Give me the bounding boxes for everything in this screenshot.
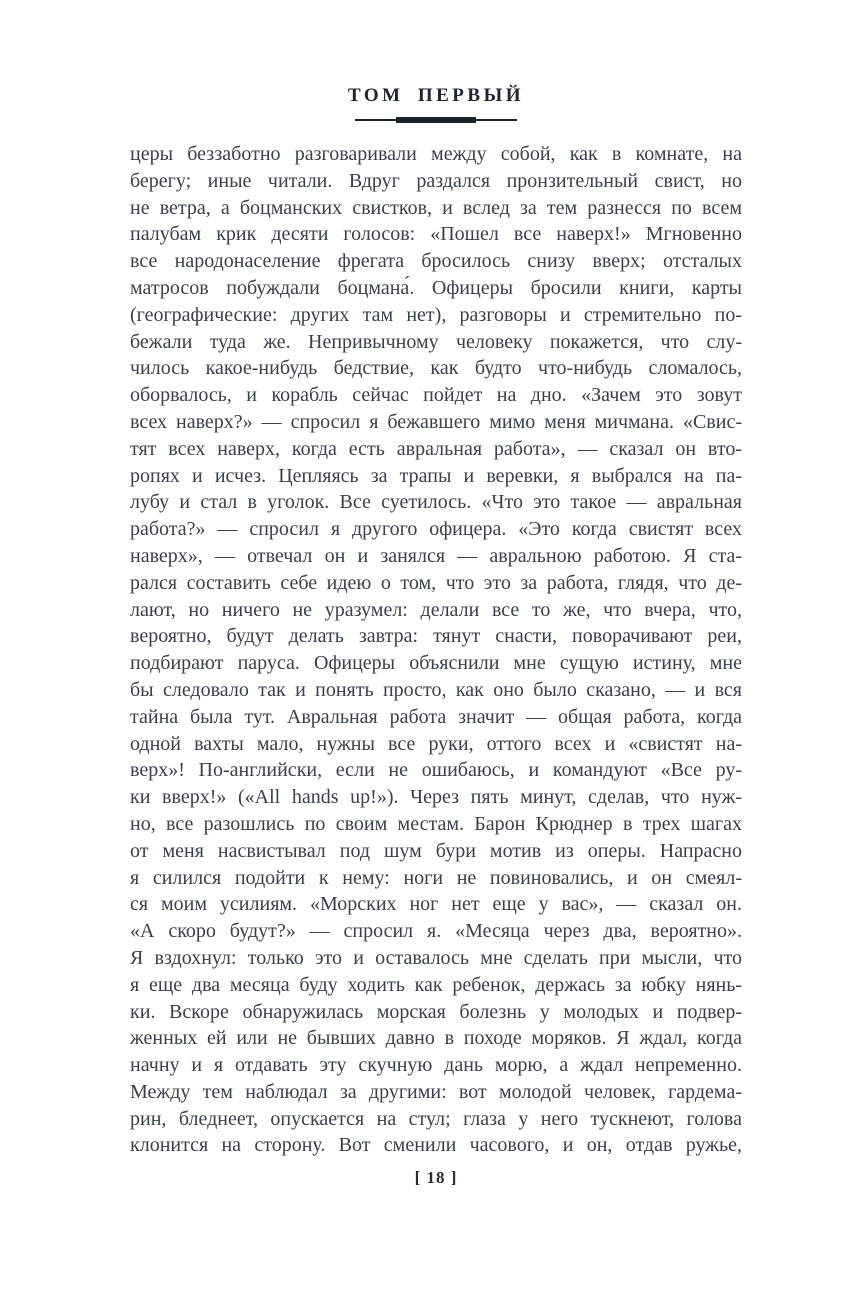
text-line: все народонаселение фрегата бросилось снизу вверх; отсталых (130, 250, 742, 273)
text-line: тят всех наверх, когда есть авральная работа», — сказал он вто- (130, 437, 742, 460)
text-line: вероятно, будут делать завтра: тянут снасти, поворачивают реи, (130, 625, 742, 648)
text-line: ки. Вскоре обнаружилась морская болезнь у молодых и подвер- (130, 1000, 742, 1023)
text-line: работа?» — спросил я другого офицера. «Это когда свистят всех (130, 518, 742, 541)
text-line: женных ей или не бывших давно в походе моряков. Я ждал, когда (130, 1027, 742, 1050)
text-line: церы беззаботно разговаривали между собой, как в комнате, на (130, 143, 742, 165)
text-line: «А скоро будут?» — спросил я. «Месяца через два, вероятно». (130, 920, 742, 943)
text-line: всех наверх?» — спросил я бежавшего мимо меня мичмана. «Свис- (130, 410, 742, 433)
text-line: оборвалось, и корабль сейчас пойдет на дно. «Зачем это зовут (130, 384, 742, 407)
volume-title: ТОМ ПЕРВЫЙ (347, 85, 525, 106)
text-line: лают, но ничего не уразумел: делали все то же, что вчера, что, (130, 598, 742, 621)
text-line: наверх», — отвечал он и занялся — авральною работою. Я ста- (130, 544, 742, 567)
text-line: подбирают паруса. Офицеры объяснили мне сущую истину, мне (130, 652, 742, 675)
text-line: клонится на сторону. Вот сменили часового, и он, отдав ружье, (130, 1134, 742, 1157)
text-line: тайна была тут. Авральная работа значит — общая работа, когда (130, 705, 742, 728)
text-line: матросов побуждали боцмана́. Офицеры бросили книги, карты (130, 276, 742, 299)
text-line: ропях и исчез. Цепляясь за трапы и веревки, я выбрался на па- (130, 464, 742, 487)
text-line: чилось какое-нибудь бедствие, как будто что-нибудь сломалось, (130, 357, 742, 380)
header-rule (130, 117, 742, 123)
text-line: бы следовало так и понять просто, как оно было сказано, — и вся (130, 678, 742, 701)
text-line: от меня насвистывал под шум бури мотив из оперы. Напрасно (130, 839, 742, 862)
header-rule-thick-bar (396, 117, 476, 123)
page-number: [ 18 ] (414, 1168, 458, 1187)
text-line: берегу; иные читали. Вдруг раздался пронзительный свист, но (130, 169, 742, 192)
text-line: ки вверх!» («All hands up!»). Через пять минут, сделав, что нуж- (130, 786, 742, 809)
text-line: (географические: других там нет), разговоры и стремительно по- (130, 303, 742, 326)
body-text (130, 141, 742, 1159)
text-line: одной вахты мало, нужны все руки, оттого всех и «свистят на- (130, 732, 742, 755)
text-line: начну и я отдавать эту скучную дань морю, а ждал непременно. (130, 1054, 742, 1077)
text-line: рался составить себе идею о том, что это за работа, глядя, что де- (130, 571, 742, 594)
text-line: я еще два месяца буду ходить как ребенок, держась за юбку нянь- (130, 973, 742, 996)
text-line: ся моим усилиям. «Морских ног нет еще у вас», — сказал он. (130, 893, 742, 916)
text-line: палубам крик десяти голосов: «Пошел все наверх!» Мгновенно (130, 223, 742, 246)
text-line: Я вздохнул: только это и оставалось мне сделать при мысли, что (130, 946, 742, 969)
text-line: Между тем наблюдал за другими: вот молодой человек, гардема- (130, 1080, 742, 1103)
text-line: рин, бледнеет, опускается на стул; глаза у него тускнеют, голова (130, 1107, 742, 1130)
text-line: лубу и стал в уголок. Все суетилось. «Что это такое — авральная (130, 491, 742, 514)
text-line: бежали туда же. Непривычному человеку покажется, что слу- (130, 330, 742, 353)
text-line: верх»! По-английски, если не ошибаюсь, и командуют «Все ру- (130, 759, 742, 782)
text-line: но, все разошлись по своим местам. Барон Крюднер в трех шагах (130, 812, 742, 835)
text-line: не ветра, а боцманских свистков, и вслед за тем разнесся по всем (130, 196, 742, 219)
text-line: я силился подойти к нему: ноги не повиновались, и он смеял- (130, 866, 742, 889)
